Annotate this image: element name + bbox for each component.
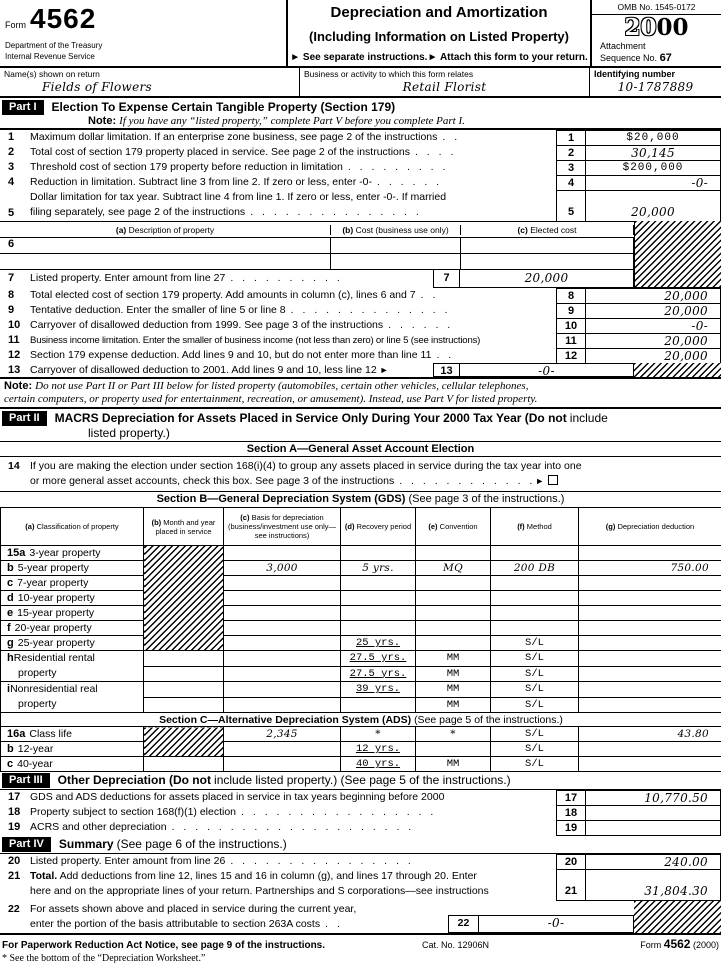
deduction-field[interactable]: 750.00 xyxy=(579,561,721,576)
line-22-label-2: enter the portion of the basis attributable to section 263A costs . . xyxy=(30,918,340,930)
line-17-label: GDS and ADS deductions for assets placed in service in tax years beginning before 2000 xyxy=(30,791,445,803)
listed-property-note: Note: Do not use Part II or Part III below for listed property (automobiles, certain other vehicles, cellular telephones, certain computers, or property used for entertainment, recreation, or amusement). Instead, use Part V for listed property. xyxy=(0,379,721,409)
recovery-field[interactable]: * xyxy=(341,727,416,742)
line-11-box: 11 xyxy=(556,333,586,349)
entry-cell[interactable] xyxy=(224,651,341,667)
line-5-label-2: filing separately, see page 2 of the instructions . . . . . . . . . . . . . . . xyxy=(30,206,419,218)
line-7-label: Listed property. Enter amount from line 27 . . . . . . . . . . xyxy=(30,272,340,284)
method-preprinted: S/L xyxy=(491,697,579,713)
line-14-label-1: If you are making the election under section 168(i)(4) to group any assets placed in service during the tax year into one xyxy=(30,460,582,472)
method-preprinted: S/L xyxy=(491,651,579,667)
line-12: 12 Section 179 expense deduction. Add lines 9 and 10, but do not enter more than line 11 . . 12 20,000 xyxy=(0,348,721,364)
row-15h-1: hResidential rental property 27.5 yrs. MM S/L xyxy=(1,651,721,667)
entry-cell[interactable] xyxy=(579,742,721,757)
method-preprinted: S/L xyxy=(491,727,579,742)
hatched-area xyxy=(634,363,721,377)
row-15b: b 5-year property 3,000 5 yrs. MQ 200 DB 750.00 xyxy=(1,561,721,576)
col-d-header: (d) Recovery period xyxy=(341,508,416,546)
line-12-label: Section 179 expense deduction. Add lines 9 and 10, but do not enter more than line 11 . . xyxy=(30,349,452,361)
recovery-field[interactable]: 5 yrs. xyxy=(341,561,416,576)
dot-leader: . . . . . . . . . . . . . . . . xyxy=(230,855,411,867)
part1-title: Election To Expense Certain Tangible Property (Section 179) xyxy=(51,100,396,114)
line-13: 13 Carryover of disallowed deduction to 2001. Add lines 9 and 10, less line 12 ► 13 -0- xyxy=(0,363,721,379)
col-a-header: (a) Classification of property xyxy=(1,508,144,546)
part3-title: Other Depreciation (Do not xyxy=(57,773,211,787)
line-8-label: Total elected cost of section 179 property. Add amounts in column (c), lines 6 and 7 . . xyxy=(30,289,436,301)
method-preprinted: S/L xyxy=(491,636,579,651)
entry-cell[interactable] xyxy=(144,757,224,772)
line-13-box: 13 xyxy=(433,363,460,377)
convention-preprinted: MM xyxy=(416,697,491,713)
entry-cell[interactable] xyxy=(416,742,491,757)
line-19-label: ACRS and other depreciation . . . . . . . . . . . . . . . . . . . . . xyxy=(30,821,412,833)
dot-leader: . . . . . . xyxy=(388,319,451,331)
method-preprinted: S/L xyxy=(491,666,579,682)
method-field[interactable]: 200 DB xyxy=(491,561,579,576)
entry-cell[interactable] xyxy=(224,576,341,591)
line-10-label: Carryover of disallowed deduction from 1999. See page 3 of the instructions . . . . . . xyxy=(30,319,451,331)
convention-preprinted: MM xyxy=(416,757,491,772)
line-21-box: 21 xyxy=(556,869,586,901)
method-preprinted: S/L xyxy=(491,682,579,698)
dot-leader: . . . . . . . . . xyxy=(347,161,446,173)
part1-header xyxy=(0,98,721,130)
cost-entry-cell[interactable] xyxy=(330,254,460,269)
part1-note: Note: If you have any “listed property,” complete Part V before you complete Part I. xyxy=(88,115,465,127)
catalog-number: Cat. No. 12906N xyxy=(422,940,490,950)
entry-cell[interactable] xyxy=(579,621,721,636)
entry-cell[interactable] xyxy=(341,606,416,621)
line-5-label-1: Dollar limitation for tax year. Subtract line 4 from line 1. If zero or less, enter -0-. If married xyxy=(30,191,447,203)
entry-cell[interactable] xyxy=(491,546,579,561)
basis-field[interactable]: 3,000 xyxy=(224,561,341,576)
line-9: 9 Tentative deduction. Enter the smaller of line 5 or line 8 . . . . . . . . . . . . . . 9 20,000 xyxy=(0,303,721,319)
form-id-block xyxy=(0,0,288,66)
name-label: Name(s) shown on return xyxy=(4,69,100,79)
identifying-number-cell xyxy=(590,68,721,96)
entry-cell[interactable] xyxy=(416,576,491,591)
line-1-label: Maximum dollar limitation. If an enterprise zone business, see page 2 of the instructions . . xyxy=(30,131,458,143)
line-2-box: 2 xyxy=(556,145,586,161)
line-21-label-1: Total. Add deductions from line 12, lines 15 and 16 in column (g), and lines 17 through 20. Enter xyxy=(30,870,477,882)
line-5: 5 Dollar limitation for tax year. Subtract line 4 from line 1. If zero or less, enter -0-. If married filing separately, see page 2 of the instructions . . . . . . . . . . . . . . . 5 20,000 xyxy=(0,190,721,222)
row-15i-1: iNonresidential real property 39 yrs. MM S/L xyxy=(1,682,721,698)
entry-cell[interactable] xyxy=(491,576,579,591)
dot-leader: . . xyxy=(442,131,458,143)
entry-cell[interactable] xyxy=(579,682,721,698)
line-21: 21 Total. Add deductions from line 12, lines 15 and 16 in column (g), and lines 17 through 20. Enter here and on the appropriate lines of your return. Partnerships and S corporations—see instructions 21 31,804.30 xyxy=(0,869,721,901)
hatched-area xyxy=(144,546,224,651)
recovery-preprinted: 27.5 yrs. xyxy=(341,666,416,682)
section-c-header: Section C—Alternative Depreciation System (ADS) (See page 5 of the instructions.) xyxy=(1,713,721,727)
line-18-amount[interactable] xyxy=(585,805,721,821)
department-text: Department of the Treasury Internal Revenue Service xyxy=(5,41,103,61)
line-20-label: Listed property. Enter amount from line 26 . . . . . . . . . . . . . . . . xyxy=(30,855,411,867)
depreciation-table xyxy=(0,507,721,772)
line-20-amount[interactable]: 240.00 xyxy=(585,854,721,870)
line-22-box: 22 xyxy=(448,915,479,933)
entry-cell[interactable] xyxy=(341,546,416,561)
form-subtitle: (Including Information on Listed Property) xyxy=(309,29,569,44)
line-3-label: Threshold cost of section 179 property before reduction in limitation . . . . . . . . . xyxy=(30,161,446,173)
entry-cell[interactable] xyxy=(144,682,224,698)
recovery-preprinted: 12 yrs. xyxy=(341,742,416,757)
identifying-number-label: Identifying number xyxy=(594,69,675,79)
dot-leader: . . . . xyxy=(414,146,454,158)
entry-cell[interactable] xyxy=(579,591,721,606)
form-word: Form xyxy=(5,20,26,30)
row-16b: b 12-year 12 yrs. S/L xyxy=(1,742,721,757)
elected-cost-entry-cell[interactable] xyxy=(460,238,634,253)
tax-year: 2000 xyxy=(624,14,689,41)
form-title: Depreciation and Amortization xyxy=(330,4,548,21)
entry-cell[interactable] xyxy=(579,546,721,561)
part2-tab: Part II xyxy=(2,411,47,426)
entry-cell[interactable] xyxy=(224,666,341,682)
part2-header: Part II MACRS Depreciation for Assets Placed in Service Only During Your 2000 Tax Year (Do not include listed property.) xyxy=(0,409,721,442)
section-b-header: Section B—General Depreciation System (GDS) (See page 3 of the instructions.) xyxy=(156,493,565,505)
col-b-header: (b) Cost (business use only) xyxy=(330,225,460,235)
elected-cost-entry-cell[interactable] xyxy=(460,254,634,269)
paperwork-notice: For Paperwork Reduction Act Notice, see page 9 of the instructions. xyxy=(2,940,326,951)
line-8: 8 Total elected cost of section 179 property. Add amounts in column (c), lines 6 and 7 . . 8 20,000 xyxy=(0,288,721,304)
line-11-amount[interactable]: 20,000 xyxy=(585,333,721,349)
line-4-amount[interactable]: -0- xyxy=(585,175,721,191)
col-a-header: (a) Description of property xyxy=(115,224,215,235)
entry-cell[interactable] xyxy=(341,621,416,636)
line-10: 10 Carryover of disallowed deduction from 1999. See page 3 of the instructions . . . . . . 10 -0- xyxy=(0,318,721,334)
line-8-amount[interactable]: 20,000 xyxy=(585,288,721,304)
line-14-label-2: or more general asset accounts, check this box. See page 3 of the instructions . . . . . . . . . . . . ► xyxy=(30,474,558,489)
dot-leader: . . . . . . . . . . . . . . . xyxy=(250,206,419,218)
entry-cell[interactable] xyxy=(579,666,721,682)
dot-leader: . . xyxy=(420,289,436,301)
row-15a: 15a 3-year property xyxy=(1,546,721,561)
dot-leader: . . . . . . . . . . . . xyxy=(399,475,533,487)
hatched-area xyxy=(634,901,721,933)
part4-title: Summary xyxy=(58,837,114,851)
dot-leader: . . xyxy=(325,918,340,930)
line-17: 17 GDS and ADS deductions for assets placed in service in tax years beginning before 2000 17 10,770.50 xyxy=(0,790,721,806)
entry-cell[interactable] xyxy=(491,606,579,621)
line-3-amount: $200,000 xyxy=(585,160,721,176)
form-footer xyxy=(0,935,721,963)
entry-cell[interactable] xyxy=(579,651,721,667)
line-12-amount[interactable]: 20,000 xyxy=(585,348,721,364)
deduction-field[interactable]: 43.80 xyxy=(579,727,721,742)
line-22-amount[interactable]: -0- xyxy=(478,915,634,933)
line-14: 14 If you are making the election under section 168(i)(4) to group any assets placed in service during the tax year into one or more general asset accounts, check this box. See page 3 of the instructions . . . . . . . . . . . . ► xyxy=(0,457,721,492)
row-15e: e 15-year property xyxy=(1,606,721,621)
row-15g: g 25-year property 25 yrs. S/L xyxy=(1,636,721,651)
part2-title-line2: listed property.) xyxy=(88,426,170,440)
entry-cell[interactable] xyxy=(416,591,491,606)
line-20: 20 Listed property. Enter amount from line 26 . . . . . . . . . . . . . . . . 20 240.00 xyxy=(0,854,721,870)
business-label: Business or activity to which this form relates xyxy=(304,69,474,79)
entry-cell[interactable] xyxy=(144,666,224,682)
business-field[interactable]: Retail Florist xyxy=(402,80,487,94)
line-6-row-1 xyxy=(0,238,721,254)
line-4: 4 Reduction in limitation. Subtract line 3 from line 2. If zero or less, enter -0- . . . . . . 4 -0- xyxy=(0,175,721,191)
line-1-amount: $20,000 xyxy=(585,130,721,146)
entry-cell[interactable] xyxy=(224,636,341,651)
line-22: 22 For assets shown above and placed in service during the current year, enter the portion of the basis attributable to section 263A costs . . 22 -0- xyxy=(0,901,721,935)
line-20-box: 20 xyxy=(556,854,586,870)
line-9-amount[interactable]: 20,000 xyxy=(585,303,721,319)
line-8-box: 8 xyxy=(556,288,586,304)
entry-cell[interactable] xyxy=(491,591,579,606)
line-1-box: 1 xyxy=(556,130,586,146)
line-22-label-1: For assets shown above and placed in service during the current year, xyxy=(30,903,357,915)
convention-field[interactable]: MQ xyxy=(416,561,491,576)
property-table-header xyxy=(0,221,721,238)
right-arrow-icon: ► xyxy=(535,476,545,486)
part3-header: Part III Other Depreciation (Do not include listed property.) (See page 5 of the instructions.) xyxy=(0,772,721,790)
entry-cell[interactable] xyxy=(341,591,416,606)
col-e-header: (e) Convention xyxy=(416,508,491,546)
line-19: 19 ACRS and other depreciation . . . . . . . . . . . . . . . . . . . . . 19 xyxy=(0,820,721,836)
line-2: 2 Total cost of section 179 property placed in service. See page 2 of the instructions . . . . 2 30,145 xyxy=(0,145,721,161)
entry-cell[interactable] xyxy=(224,697,341,713)
dot-leader: . . . . . . . . . . . . . . . . . . . . . xyxy=(171,821,412,833)
entry-cell[interactable] xyxy=(224,591,341,606)
line-3: 3 Threshold cost of section 179 property before reduction in limitation . . . . . . . . . 3 $200,000 xyxy=(0,160,721,176)
omb-block xyxy=(590,0,721,66)
section-179-property-table xyxy=(0,221,721,288)
entry-cell[interactable] xyxy=(579,636,721,651)
entry-cell[interactable] xyxy=(579,757,721,772)
row-15c: c 7-year property xyxy=(1,576,721,591)
cost-entry-cell[interactable] xyxy=(330,238,460,253)
line-19-box: 19 xyxy=(556,820,586,836)
dot-leader: . . . . . . . . . . . . . . . . . xyxy=(241,806,434,818)
see-instructions-note: ► See separate instructions. xyxy=(290,52,428,63)
depreciation-table-header xyxy=(1,508,721,546)
entry-cell[interactable] xyxy=(341,697,416,713)
entry-cell[interactable] xyxy=(224,682,341,698)
convention-preprinted: MM xyxy=(416,666,491,682)
entry-cell[interactable] xyxy=(224,757,341,772)
row-16c: c 40-year 40 yrs. MM S/L xyxy=(1,757,721,772)
entry-cell[interactable] xyxy=(416,636,491,651)
line-1: 1 Maximum dollar limitation. If an enterprise zone business, see page 2 of the instructions . . 1 $20,000 xyxy=(0,130,721,146)
line-21-label-2: here and on the appropriate lines of your return. Partnerships and S corporations—see instructions xyxy=(30,885,489,897)
line-5-amount[interactable]: 20,000 xyxy=(585,190,721,222)
dot-leader: . . . . . . . . . . xyxy=(230,272,340,284)
line-19-amount[interactable] xyxy=(585,820,721,836)
entry-cell[interactable] xyxy=(416,606,491,621)
line-5-box: 5 xyxy=(556,190,586,222)
form-title-block xyxy=(288,0,590,66)
worksheet-footnote: * See the bottom of the “Depreciation Worksheet.” xyxy=(2,953,206,963)
line-10-box: 10 xyxy=(556,318,586,334)
form-footer-id: Form 4562 (2000) xyxy=(640,937,719,951)
part4-lines xyxy=(0,854,721,935)
entry-cell[interactable] xyxy=(579,576,721,591)
part1-tab: Part I xyxy=(2,100,44,115)
entry-cell[interactable] xyxy=(224,546,341,561)
line-13-label: Carryover of disallowed deduction to 2001. Add lines 9 and 10, less line 12 ► xyxy=(30,364,389,376)
line-9-label: Tentative deduction. Enter the smaller of line 5 or line 8 . . . . . . . . . . . . . . xyxy=(30,304,448,316)
form-header xyxy=(0,0,721,68)
entry-cell[interactable] xyxy=(224,621,341,636)
line-18: 18 Property subject to section 168(f)(1) election . . . . . . . . . . . . . . . . . 18 xyxy=(0,805,721,821)
part1-lines-1-5 xyxy=(0,130,721,222)
basis-field[interactable]: 2,345 xyxy=(224,727,341,742)
entry-cell[interactable] xyxy=(341,576,416,591)
attach-note: ► Attach this form to your return. xyxy=(427,52,588,63)
part2-title: MACRS Depreciation for Assets Placed in Service Only During Your 2000 Tax Year (Do not xyxy=(54,411,567,425)
col-c-header: (c) Elected cost xyxy=(460,225,634,235)
line-18-label: Property subject to section 168(f)(1) election . . . . . . . . . . . . . . . . . xyxy=(30,806,434,818)
part3-lines xyxy=(0,790,721,836)
line-9-box: 9 xyxy=(556,303,586,319)
entry-cell[interactable] xyxy=(224,742,341,757)
row-15f: f 20-year property xyxy=(1,621,721,636)
section-a-header: Section A—General Asset Account Election xyxy=(0,442,721,457)
part1-lines-8-12 xyxy=(0,288,721,364)
entry-cell[interactable] xyxy=(416,546,491,561)
line-17-amount[interactable]: 10,770.50 xyxy=(585,790,721,806)
entry-cell[interactable] xyxy=(416,621,491,636)
line-10-amount[interactable]: -0- xyxy=(585,318,721,334)
line-17-box: 17 xyxy=(556,790,586,806)
line-11: 11 Business income limitation. Enter the smaller of business income (not less than zero) or line 5 (see instructions) 11 20,000 xyxy=(0,333,721,349)
col-b-header: (b) Month and year placed in service xyxy=(144,508,224,546)
line-2-amount[interactable]: 30,145 xyxy=(585,145,721,161)
entry-cell[interactable] xyxy=(579,606,721,621)
row-15d: d 10-year property xyxy=(1,591,721,606)
form-number: 4562 xyxy=(30,3,97,34)
identifying-number-field[interactable]: 10-1787889 xyxy=(617,80,694,94)
part4-tab: Part IV xyxy=(2,837,51,852)
recovery-preprinted: 25 yrs. xyxy=(341,636,416,651)
general-asset-account-checkbox[interactable] xyxy=(548,475,558,485)
line-7-box: 7 xyxy=(433,269,460,288)
line-7-amount[interactable]: 20,000 xyxy=(459,269,634,288)
line-18-box: 18 xyxy=(556,805,586,821)
recovery-preprinted: 39 yrs. xyxy=(341,682,416,698)
row-16a: 16a Class life 2,345 * * S/L 43.80 xyxy=(1,727,721,742)
description-entry-cell[interactable] xyxy=(0,254,330,269)
dot-leader: . . . . . . . . . . . . . . xyxy=(290,304,448,316)
col-f-header: (f) Method xyxy=(491,508,579,546)
entry-cell[interactable] xyxy=(491,621,579,636)
convention-preprinted: MM xyxy=(416,651,491,667)
line-12-box: 12 xyxy=(556,348,586,364)
method-preprinted: S/L xyxy=(491,757,579,772)
convention-field[interactable]: * xyxy=(416,727,491,742)
col-g-header: (g) Depreciation deduction xyxy=(579,508,721,546)
entry-cell[interactable] xyxy=(579,697,721,713)
omb-number: OMB No. 1545-0172 xyxy=(592,0,721,15)
line-11-label: Business income limitation. Enter the smaller of business income (not less than zero) or line 5 (see instructions) xyxy=(30,335,481,346)
part3-tab: Part III xyxy=(2,773,50,788)
part4-header: Part IV Summary (See page 6 of the instructions.) xyxy=(0,836,721,854)
form-instructions xyxy=(290,52,588,63)
line-13-amount[interactable]: -0- xyxy=(459,363,634,377)
identity-row xyxy=(0,68,721,98)
dot-leader: . . xyxy=(436,349,452,361)
hatched-area xyxy=(144,727,224,757)
name-field[interactable]: Fields of Flowers xyxy=(42,80,152,94)
recovery-preprinted: 27.5 yrs. xyxy=(341,651,416,667)
line-2-label: Total cost of section 179 property placed in service. See page 2 of the instructions . . . . xyxy=(30,146,454,158)
line-21-amount[interactable]: 31,804.30 xyxy=(585,869,721,901)
entry-cell[interactable] xyxy=(144,651,224,667)
line-6-number: 6 xyxy=(8,238,15,250)
line-4-label: Reduction in limitation. Subtract line 3 from line 2. If zero or less, enter -0- . . . . . . xyxy=(30,176,440,188)
name-cell xyxy=(0,68,300,96)
line-4-box: 4 xyxy=(556,175,586,191)
method-preprinted: S/L xyxy=(491,742,579,757)
line-7: 7 Listed property. Enter amount from line 27 . . . . . . . . . . 7 20,000 xyxy=(0,270,721,288)
right-arrow-icon: ► xyxy=(379,365,389,375)
business-cell xyxy=(300,68,590,96)
recovery-preprinted: 40 yrs. xyxy=(341,757,416,772)
entry-cell[interactable] xyxy=(144,697,224,713)
entry-cell[interactable] xyxy=(224,606,341,621)
line-3-box: 3 xyxy=(556,160,586,176)
line-6-row-2 xyxy=(0,254,721,270)
convention-preprinted: MM xyxy=(416,682,491,698)
attachment-sequence: Attachment Sequence No. 67 xyxy=(600,41,672,65)
dot-leader: . . . . . . xyxy=(376,176,440,188)
col-c-header: (c) Basis for depreciation (business/investment use only—see instructions) xyxy=(224,508,341,546)
